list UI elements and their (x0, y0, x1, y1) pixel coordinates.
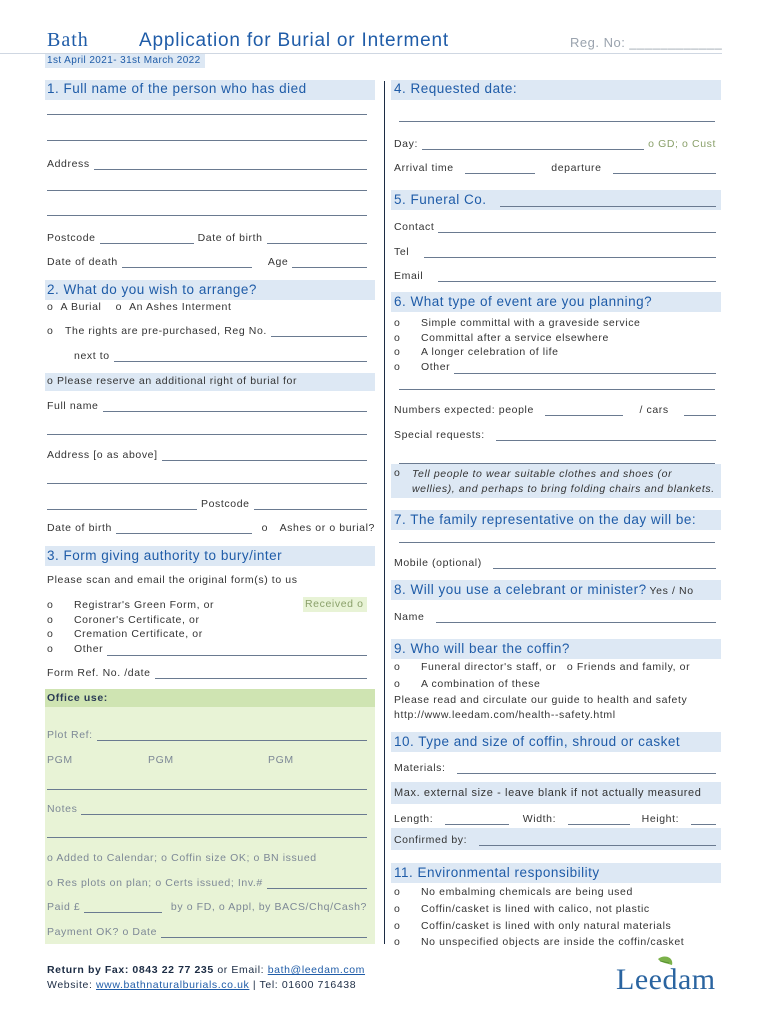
reg-no[interactable]: Reg. No: ____________ (570, 35, 723, 50)
age-field[interactable] (292, 259, 367, 268)
section-8-row (394, 582, 694, 597)
rep-name-line[interactable] (399, 542, 715, 543)
notes-label: Notes (47, 803, 78, 815)
pgm-1[interactable]: PGM (47, 754, 73, 766)
postcode2-label: Postcode (201, 498, 250, 510)
event-list (394, 316, 716, 374)
form-item[interactable]: o Registrar's Green Form, or (47, 599, 215, 611)
payment-ok-row (47, 926, 367, 938)
office-checks-1[interactable]: o Added to Calendar; o Coffin size OK; o BN issued (47, 852, 317, 864)
rights-checkbox[interactable]: o (47, 325, 54, 337)
form-item[interactable]: o Cremation Certificate, or (47, 628, 203, 640)
pgm-line[interactable] (47, 789, 367, 790)
name-line-1[interactable] (47, 114, 367, 115)
dob2-label: Date of birth (47, 522, 112, 534)
notes-field[interactable] (81, 806, 367, 815)
special-label: Special requests: (394, 429, 485, 441)
event-item[interactable]: o Simple committal with a graveside service (394, 317, 641, 329)
section-8-title: 8. Will you use a celebrant or minister? (394, 582, 647, 597)
brand: Bath (47, 29, 89, 51)
tell-people-checkbox[interactable]: o (394, 467, 401, 479)
numbers-label: Numbers expected: people (394, 404, 534, 416)
height-label: Height: (641, 813, 680, 825)
cars-label: / cars (639, 404, 669, 416)
numbers-row (394, 404, 716, 416)
ashes-label: An Ashes Interment (129, 301, 232, 313)
contact-row (394, 221, 716, 233)
funeral-co-field[interactable] (500, 195, 716, 207)
tel-label: Tel (394, 246, 410, 258)
ashes-checkbox[interactable]: o (115, 301, 123, 313)
section-10-title: 10. Type and size of coffin, shroud or casket (394, 734, 681, 749)
event-item[interactable]: o Other (394, 360, 716, 375)
width-label: Width: (522, 813, 557, 825)
bearer-option-1[interactable]: o Funeral director's staff, or o Friends and family, or (394, 661, 691, 673)
notes-row (47, 803, 367, 815)
leedam-logo (614, 955, 724, 997)
scan-email-text: Please scan and email the original form(s) to us (47, 574, 298, 586)
section-4-title: 4. Requested date: (394, 81, 518, 96)
env-list (394, 884, 684, 951)
event-item[interactable]: o A longer celebration of life (394, 346, 559, 358)
section-6-title: 6. What type of event are you planning? (394, 294, 653, 309)
dob-label: Date of birth (197, 232, 263, 244)
reserve-row (47, 375, 297, 387)
paid-field[interactable] (84, 904, 162, 913)
invoice-field[interactable] (267, 880, 367, 889)
mobile-field[interactable] (493, 560, 716, 569)
arrival-row (394, 162, 716, 174)
day-row (394, 138, 716, 150)
paid-row (47, 901, 367, 913)
burial-label: A Burial (60, 301, 102, 313)
departure-label: departure (551, 162, 602, 174)
full-name-line-2[interactable] (47, 434, 367, 435)
reserve-label: Please reserve an additional right of burial for (56, 375, 298, 387)
width-field[interactable] (568, 816, 630, 825)
celebrant-name-row (394, 611, 716, 623)
dod-field[interactable] (122, 259, 252, 268)
rights-label: The rights are pre-purchased, Reg No. (64, 325, 267, 337)
notes-line-2[interactable] (47, 837, 367, 838)
payment-date-field[interactable] (161, 929, 367, 938)
day-label: Day: (394, 138, 418, 150)
env-item[interactable]: o Coffin/casket is lined with only natural materials (394, 919, 672, 932)
env-item[interactable]: o No embalming chemicals are being used (394, 886, 633, 898)
special-field[interactable] (496, 432, 716, 441)
form-item[interactable]: o Coroner's Certificate, or (47, 613, 200, 626)
contact-label: Contact (394, 221, 435, 233)
pgm-2[interactable]: PGM (148, 754, 174, 766)
ashes-or-burial-label: Ashes or o burial? (279, 522, 375, 534)
or-email-label: or Email: (217, 964, 265, 976)
name-line-2[interactable] (47, 140, 367, 141)
office-checks-2 (47, 877, 367, 889)
email-row (394, 270, 716, 282)
postcode2-row (47, 498, 367, 510)
section-3-title: 3. Form giving authority to bury/inter (47, 548, 283, 563)
plot-ref-field[interactable] (97, 732, 367, 741)
people-field[interactable] (545, 407, 623, 416)
rights-row (47, 325, 367, 337)
address-line-3[interactable] (47, 215, 367, 216)
guide-url[interactable]: http://www.leedam.com/health--safety.html (394, 709, 616, 721)
gd-cust-checkboxes[interactable]: o GD; o Cust (648, 138, 716, 150)
tell-people-text: Tell people to wear suitable clothes and shoes (or wellies), and perhaps to bring folding chairs and blankets. (412, 468, 715, 495)
materials-field[interactable] (457, 765, 716, 774)
special-row (394, 429, 716, 441)
form-ref-field[interactable] (155, 670, 367, 679)
payment-ok-label[interactable]: Payment OK? o Date (47, 926, 158, 938)
full-name-row (47, 400, 367, 412)
email-label: Email (394, 270, 424, 282)
bearer-option-2[interactable]: o A combination of these (394, 678, 541, 690)
dob2-row (47, 522, 375, 534)
paid-label: Paid £ (47, 901, 81, 913)
arrival-field[interactable] (465, 165, 535, 174)
celebrant-name-label: Name (394, 611, 425, 623)
logo-text: Leedam (616, 963, 716, 996)
arrange-options (47, 301, 232, 313)
address-label: Address (47, 158, 90, 170)
event-item[interactable]: o Committal after a service elsewhere (394, 331, 609, 344)
section-5-row (394, 192, 716, 207)
section-5-title: 5. Funeral Co. (394, 192, 487, 207)
pgm-3[interactable]: PGM (268, 754, 294, 766)
left-column (0, 0, 384, 1024)
address2-row (47, 449, 367, 461)
dod-row (47, 256, 367, 268)
office-checks-2-label[interactable]: o Res plots on plan; o Certs issued; Inv.# (47, 877, 263, 889)
paid-by-label[interactable]: by o FD, o Appl, by BACS/Chq/Cash? (170, 901, 367, 913)
address2-line-3[interactable] (47, 501, 197, 510)
cars-field[interactable] (684, 407, 716, 416)
next-to-row (74, 350, 367, 362)
section-9-title: 9. Who will bear the coffin? (394, 641, 570, 656)
address2-field[interactable] (162, 452, 367, 461)
plot-ref-label: Plot Ref: (47, 729, 93, 741)
event-other-field[interactable] (454, 365, 716, 374)
email-link[interactable]: bath@leedam.com (267, 964, 366, 976)
section-7-title: 7. The family representative on the day will be: (394, 512, 697, 527)
next-to-field[interactable] (114, 353, 367, 362)
website-link[interactable]: www.bathnaturalburials.co.uk (96, 979, 250, 991)
page-title: Application for Burial or Interment (139, 30, 449, 51)
full-name-label: Full name (47, 400, 99, 412)
day-field[interactable] (422, 141, 644, 150)
celebrant-name-field[interactable] (436, 614, 716, 623)
departure-field[interactable] (613, 165, 716, 174)
fax-label: Return by Fax: 0843 22 77 235 (47, 964, 214, 976)
confirmed-row (394, 834, 716, 846)
postcode-row (47, 232, 367, 244)
address2-line-2[interactable] (47, 483, 367, 484)
email-field[interactable] (438, 273, 716, 282)
address-line-2[interactable] (47, 190, 367, 191)
footer-tel: | Tel: 01600 716438 (252, 979, 357, 991)
rights-reg-field[interactable] (271, 328, 367, 337)
materials-label: Materials: (394, 762, 446, 774)
address-row (47, 158, 367, 170)
height-field[interactable] (691, 816, 716, 825)
dimensions-row (394, 813, 716, 825)
max-size-text: Max. external size - leave blank if not actually measured (394, 787, 702, 799)
other-form-field[interactable] (107, 647, 367, 656)
materials-row (394, 762, 716, 774)
postcode-field[interactable] (100, 235, 194, 244)
age-label: Age (267, 256, 289, 268)
tel-field[interactable] (424, 249, 716, 258)
dob-field[interactable] (267, 235, 367, 244)
ashes-or-burial-checkbox[interactable]: o (261, 522, 269, 534)
burial-checkbox[interactable]: o (47, 301, 54, 313)
section-1-title: 1. Full name of the person who has died (47, 81, 307, 96)
right-column (385, 0, 770, 1024)
guide-text: Please read and circulate our guide to health and safety (394, 694, 688, 706)
mobile-label: Mobile (optional) (394, 557, 482, 569)
next-to-label: next to (74, 350, 110, 362)
event-other-line-2[interactable] (399, 389, 715, 390)
dod-label: Date of death (47, 256, 118, 268)
section-11-title: 11. Environmental responsibility (394, 865, 600, 880)
confirmed-label: Confirmed by: (394, 834, 468, 846)
plot-ref-row (47, 729, 367, 741)
yes-no-option[interactable]: Yes / No (649, 585, 694, 597)
reserve-checkbox[interactable]: o (47, 375, 54, 387)
requested-date-line[interactable] (399, 121, 715, 122)
form-item[interactable]: o Other (47, 642, 367, 657)
address-field[interactable] (94, 161, 367, 170)
date-range: 1st April 2021- 31st March 2022 (47, 55, 201, 66)
address2-label: Address [o as above] (47, 449, 158, 461)
website-label: Website: (47, 979, 93, 991)
form-ref-label: Form Ref. No. /date (47, 667, 151, 679)
tel-row (394, 246, 716, 258)
env-item[interactable]: o Coffin/casket is lined with calico, not plastic (394, 902, 650, 915)
form-ref-row (47, 667, 367, 679)
section-2-title: 2. What do you wish to arrange? (47, 282, 257, 297)
postcode2-field[interactable] (254, 501, 367, 510)
length-field[interactable] (445, 816, 509, 825)
received-checkbox[interactable]: Received o (305, 598, 364, 610)
arrival-label: Arrival time (394, 162, 454, 174)
office-use-title: Office use: (47, 692, 108, 704)
confirmed-field[interactable] (479, 837, 716, 846)
length-label: Length: (394, 813, 434, 825)
dob2-field[interactable] (116, 525, 252, 534)
env-item[interactable]: o No unspecified objects are inside the coffin/casket (394, 936, 685, 949)
postcode-label: Postcode (47, 232, 96, 244)
contact-field[interactable] (438, 224, 716, 233)
mobile-row (394, 557, 716, 569)
full-name-field[interactable] (103, 403, 367, 412)
